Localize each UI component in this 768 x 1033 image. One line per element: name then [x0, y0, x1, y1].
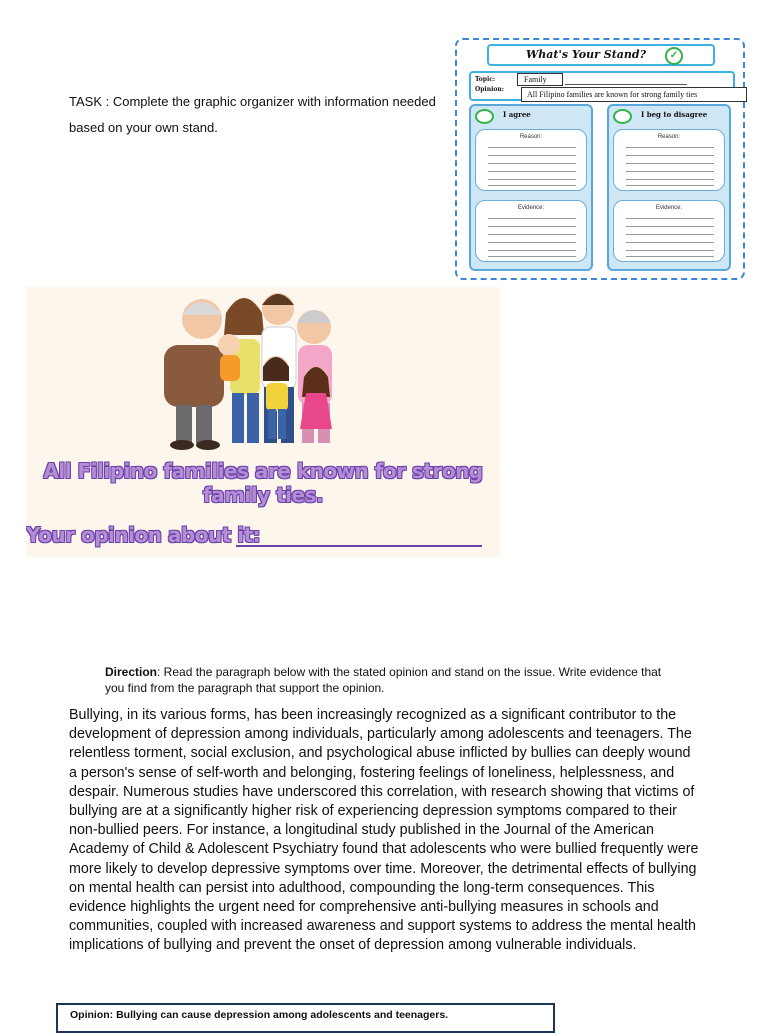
check-circle-icon: ✓: [665, 47, 683, 65]
banner-statement: All Filipino families are known for strong family ties.: [43, 459, 483, 507]
direction-text: [105, 664, 665, 696]
answer-line: [236, 545, 482, 547]
write-line: [488, 250, 576, 251]
agree-label: I agree: [503, 110, 531, 119]
mother-figure: [218, 298, 264, 443]
grandfather-figure: [164, 299, 224, 450]
organizer-title: [487, 44, 715, 66]
agree-panel: [469, 104, 593, 271]
graphic-organizer: [455, 38, 745, 280]
children-figures: [263, 356, 332, 439]
write-line: [488, 185, 576, 186]
write-line: [488, 147, 576, 148]
write-line: [626, 226, 714, 227]
direction-body: : Read the paragraph below with the stated opinion and stand on the issue. Write evidence that you find from the paragraph that support the opinion.: [105, 665, 662, 695]
opinion-label: Opinion:: [475, 86, 504, 93]
write-line: [626, 179, 714, 180]
reading-paragraph: Bullying, in its various forms, has been increasingly recognized as a significant contributor to the development of depression among individuals, particularly among adolescents and teenagers. The relentless torment, social exclusion, and psychological abuse inflicted by bullies can deeply wound a person's sense of self-worth and belonging, fostering feelings of loneliness, helplessness, and despair. Numerous studies have underscored this correlation, with research showing that victims of bullying are at a significantly higher risk of experiencing depression symptoms compared to their non-bullied peers. For instance, a longitudinal study published in the Journal of the American Academy of Child & Adolescent Psychiatry found that adolescents who were bullied frequently were more likely to develop depressive symptoms over time. Moreover, the detrimental effects of bullying on mental health can persist into adulthood, compounding the long-term consequences. This evidence highlights the urgent need for comprehensive anti-bullying measures in schools and communities, coupled with increased awareness and support systems to address the mental health implications of bullying and prevent the onset of depression among vulnerable individuals.: [69, 707, 699, 954]
write-line: [626, 147, 714, 148]
agree-header: [475, 109, 589, 123]
topic-label: Topic:: [475, 76, 496, 83]
disagree-reason-card[interactable]: [613, 129, 725, 191]
topic-opinion-box: [469, 71, 735, 101]
write-line: [488, 234, 576, 235]
write-line: [488, 163, 576, 164]
write-line: [488, 171, 576, 172]
family-illustration-banner: [26, 287, 500, 557]
agree-evidence-card[interactable]: [475, 200, 587, 262]
disagree-header: [613, 109, 727, 123]
agree-checkbox[interactable]: [475, 109, 494, 124]
evidence-label: Evidence:: [517, 205, 545, 211]
write-line: [626, 163, 714, 164]
disagree-label: I beg to disagree: [641, 110, 708, 119]
direction-label: Direction: [105, 665, 158, 679]
write-line: [626, 171, 714, 172]
opinion-box: Opinion: Bullying can cause depression among adolescents and teenagers.: [56, 1003, 555, 1033]
write-line: [626, 234, 714, 235]
family-illustration: [26, 287, 500, 457]
write-line: [626, 218, 714, 219]
disagree-evidence-card[interactable]: [613, 200, 725, 262]
banner-prompt: Your opinion about it:: [26, 523, 261, 547]
organizer-title-text: What's Your Stand?: [525, 48, 647, 61]
write-line: [626, 155, 714, 156]
write-line: [488, 226, 576, 227]
agree-reason-card[interactable]: [475, 129, 587, 191]
write-line: [488, 242, 576, 243]
task-instructions: TASK : Complete the graphic organizer with information needed based on your own stand.: [69, 94, 436, 135]
disagree-checkbox[interactable]: [613, 109, 632, 124]
evidence-label: Evidence:: [655, 205, 683, 211]
write-line: [488, 218, 576, 219]
write-line: [488, 179, 576, 180]
write-line: [488, 256, 576, 257]
topic-field[interactable]: Family: [517, 73, 563, 86]
topic-underline: [565, 84, 687, 85]
reason-label: Reason:: [519, 134, 543, 140]
opinion-field[interactable]: All Filipino families are known for strong family ties: [521, 87, 747, 102]
disagree-panel: [607, 104, 731, 271]
write-line: [626, 250, 714, 251]
write-line: [626, 256, 714, 257]
write-line: [626, 242, 714, 243]
reason-label: Reason:: [657, 134, 681, 140]
write-line: [626, 185, 714, 186]
write-line: [488, 155, 576, 156]
